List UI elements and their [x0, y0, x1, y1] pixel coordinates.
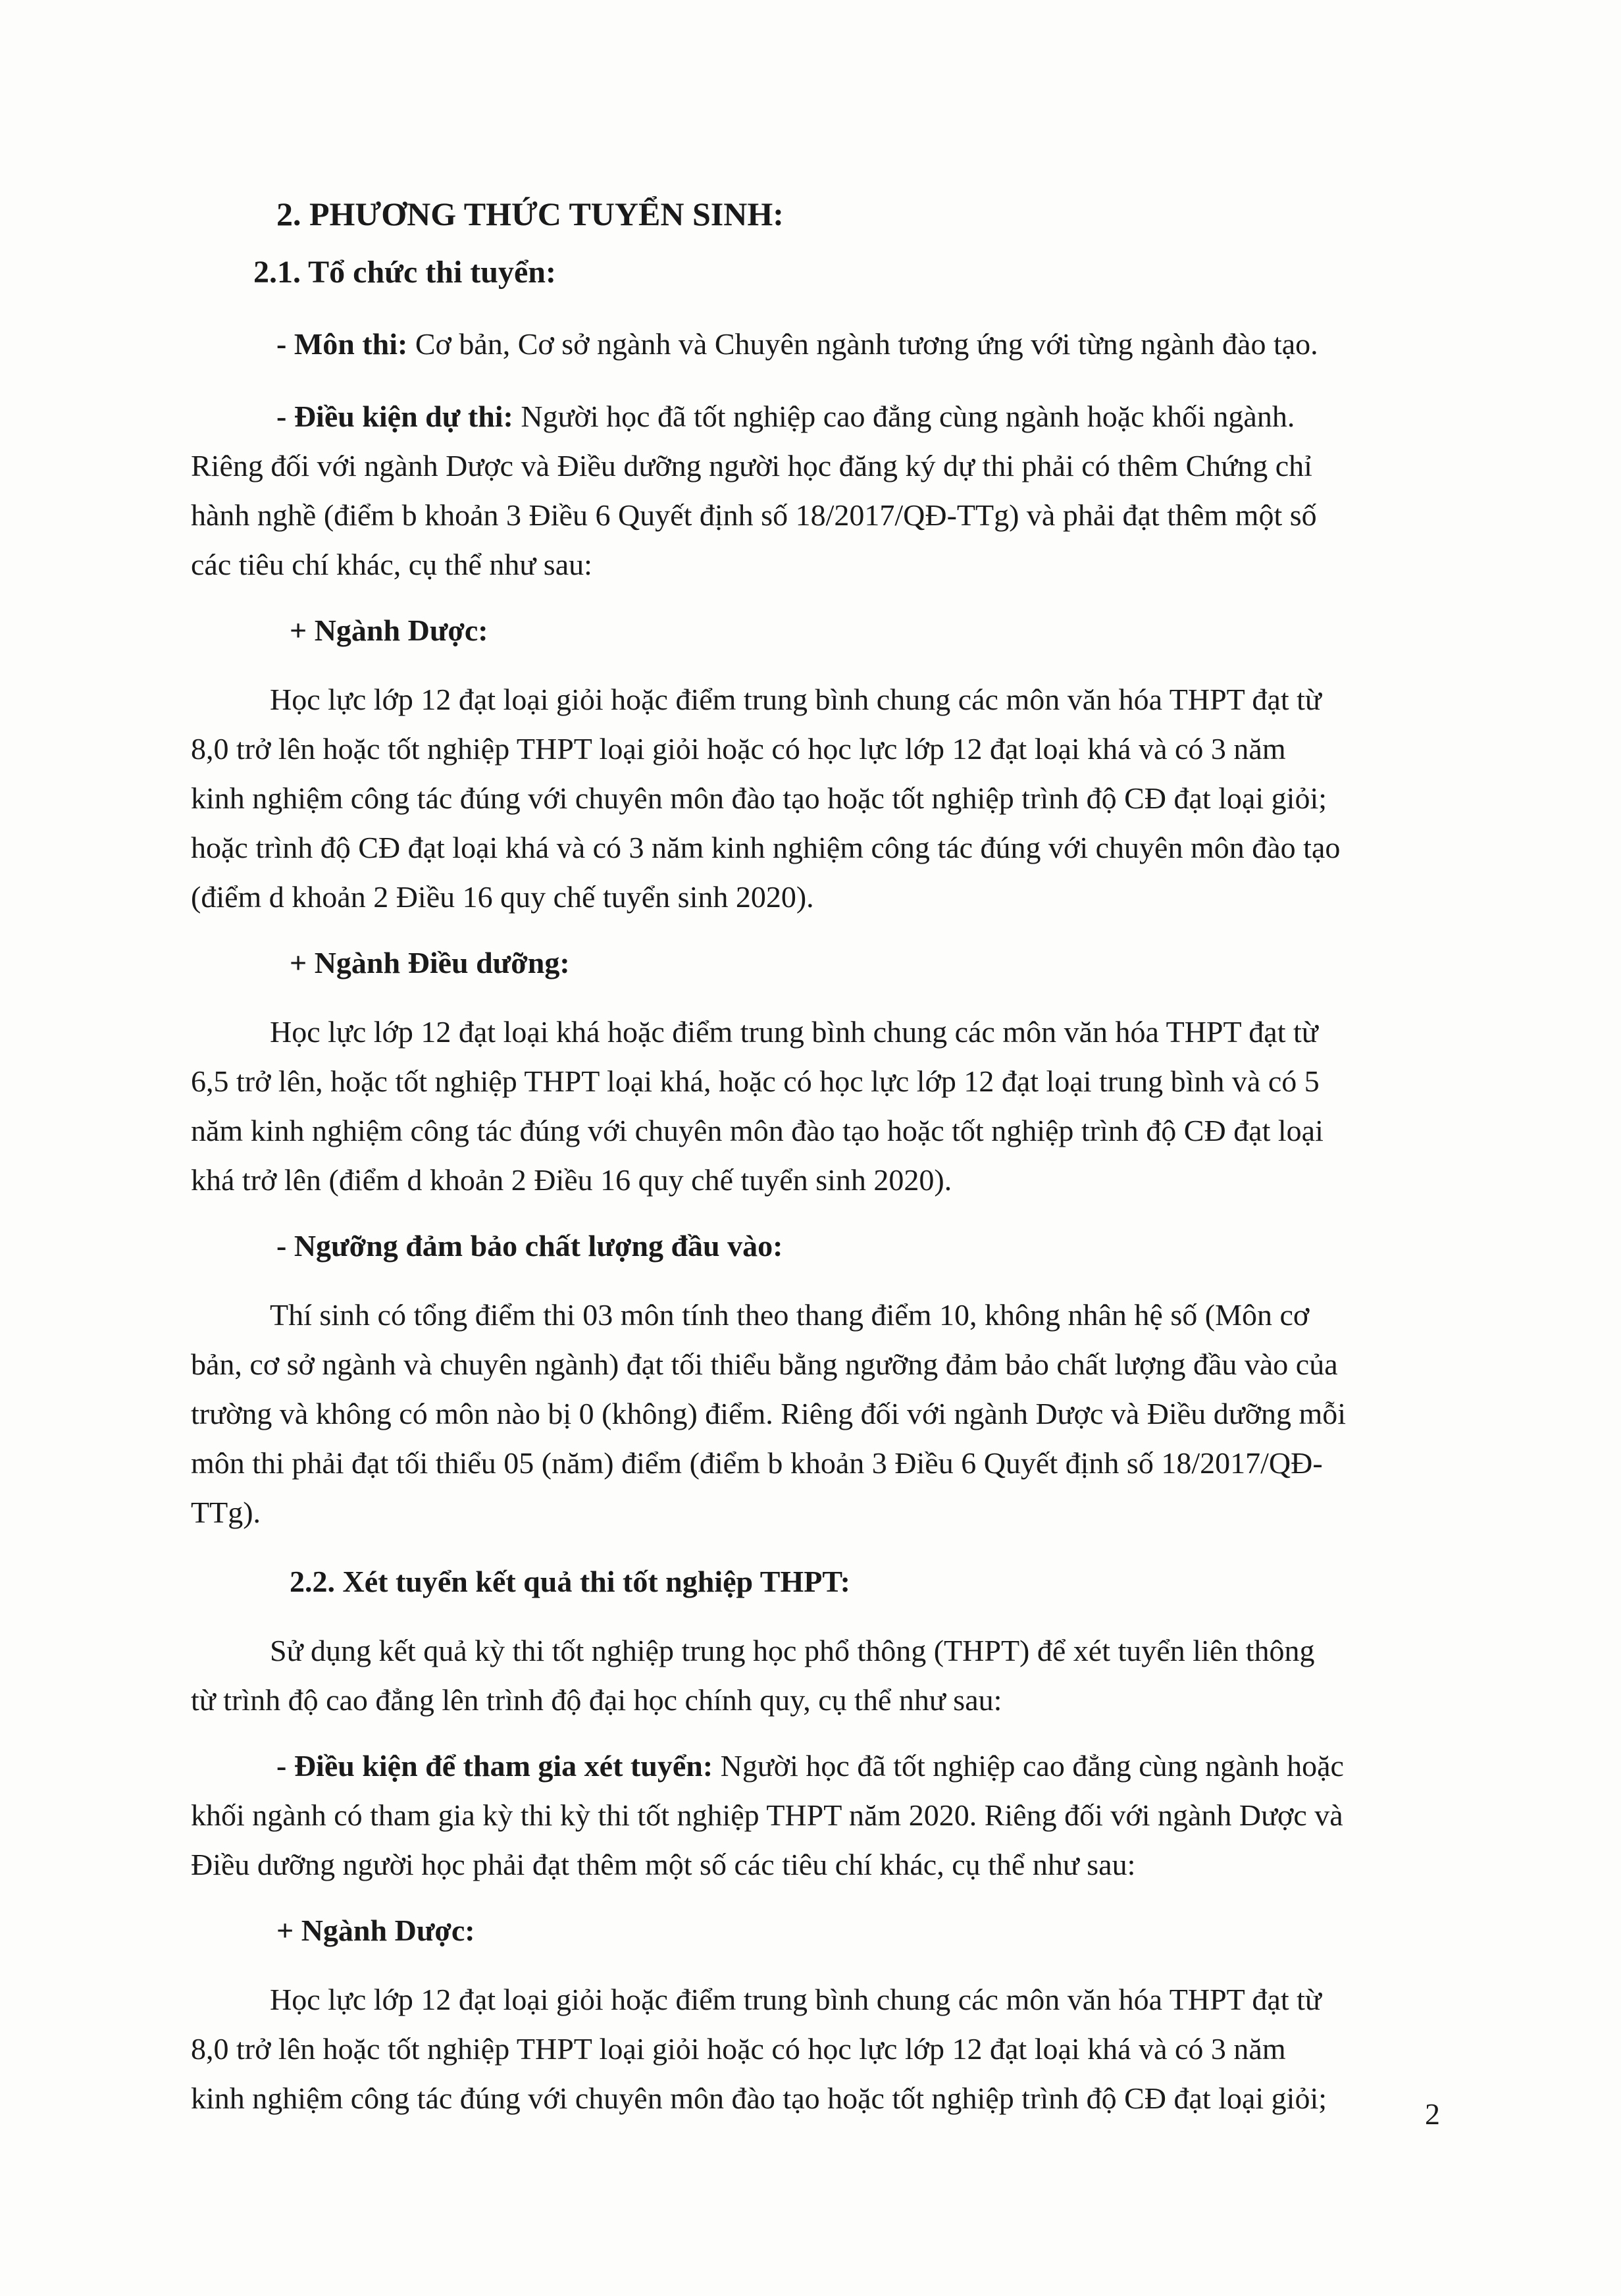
dieu-kien-line-2: Riêng đối với ngành Dược và Điều dưỡng người học đăng ký dự thi phải có thêm Chứng chỉ — [191, 449, 1312, 483]
section-title: 2. PHƯƠNG THỨC TUYỂN SINH: — [276, 196, 784, 232]
s22-nganh-duoc-line-1: Học lực lớp 12 đạt loại giỏi hoặc điểm trung bình chung các môn văn hóa THPT đạt từ — [270, 1983, 1322, 2016]
nganh-dieu-duong-line-2: 6,5 trở lên, hoặc tốt nghiệp THPT loại khá, hoặc có học lực lớp 12 đạt loại trung bình và có 5 — [191, 1064, 1320, 1098]
s22-intro-line-1: Sử dụng kết quả kỳ thi tốt nghiệp trung học phổ thông (THPT) để xét tuyển liên thông — [270, 1634, 1315, 1667]
s22-dieu-kien-text-1: Người học đã tốt nghiệp cao đẳng cùng ngành hoặc — [713, 1749, 1344, 1783]
mon-thi-label: - Môn thi: — [276, 327, 408, 361]
dieu-kien-text-1: Người học đã tốt nghiệp cao đẳng cùng ngành hoặc khối ngành. — [513, 400, 1295, 433]
nganh-duoc-line-5: (điểm d khoản 2 Điều 16 quy chế tuyển sinh 2020). — [191, 880, 814, 914]
nganh-duoc-line-1: Học lực lớp 12 đạt loại giỏi hoặc điểm trung bình chung các môn văn hóa THPT đạt từ — [270, 683, 1322, 716]
nguong-line-2: bản, cơ sở ngành và chuyên ngành) đạt tối thiểu bằng ngưỡng đảm bảo chất lượng đầu vào của — [191, 1347, 1338, 1381]
dieu-kien-line-3: hành nghề (điểm b khoản 3 Điều 6 Quyết định số 18/2017/QĐ-TTg) và phải đạt thêm một số — [191, 498, 1317, 532]
page-number: 2 — [1425, 2097, 1440, 2131]
s22-dieu-kien-line-3: Điều dưỡng người học phải đạt thêm một số các tiêu chí khác, cụ thể như sau: — [191, 1848, 1136, 1881]
s22-nganh-duoc-line-2: 8,0 trở lên hoặc tốt nghiệp THPT loại giỏi hoặc có học lực lớp 12 đạt loại khá và có 3 năm — [191, 2032, 1286, 2066]
nguong-line-3: trường và không có môn nào bị 0 (không) điểm. Riêng đối với ngành Dược và Điều dưỡng mỗi — [191, 1397, 1347, 1430]
s22-nganh-duoc-label: + Ngành Dược: — [276, 1914, 475, 1947]
nguong-label: - Ngưỡng đảm bảo chất lượng đầu vào: — [276, 1229, 783, 1263]
nganh-duoc-line-2: 8,0 trở lên hoặc tốt nghiệp THPT loại giỏi hoặc có học lực lớp 12 đạt loại khá và có 3 năm — [191, 732, 1286, 766]
s22-intro-line-2: từ trình độ cao đẳng lên trình độ đại học chính quy, cụ thể như sau: — [191, 1683, 1002, 1717]
dieu-kien-line-1 — [191, 402, 1504, 451]
nganh-dieu-duong-line-3: năm kinh nghiệm công tác đúng với chuyên môn đào tạo hoặc tốt nghiệp trình độ CĐ đạt loại — [191, 1114, 1324, 1147]
s22-dieu-kien-line-1 — [191, 1751, 1504, 1800]
subsection-2-1-title: 2.1. Tổ chức thi tuyển: — [253, 255, 556, 290]
mon-thi-paragraph — [191, 329, 1504, 402]
subsection-2-2-title: 2.2. Xét tuyển kết quả thi tốt nghiệp THPT: — [290, 1565, 850, 1598]
nganh-dieu-duong-line-4: khá trở lên (điểm d khoản 2 Điều 16 quy chế tuyển sinh 2020). — [191, 1163, 952, 1197]
nguong-line-5: TTg). — [191, 1496, 261, 1529]
s22-nganh-duoc-line-3: kinh nghiệm công tác đúng với chuyên môn đào tạo hoặc tốt nghiệp trình độ CĐ đạt loại giỏi; — [191, 2081, 1327, 2115]
s22-dieu-kien-line-2: khối ngành có tham gia kỳ thi kỳ thi tốt nghiệp THPT năm 2020. Riêng đối với ngành Dược và — [191, 1798, 1343, 1832]
s22-dieu-kien-label: - Điều kiện để tham gia xét tuyển: — [276, 1749, 713, 1783]
nganh-duoc-line-3: kinh nghiệm công tác đúng với chuyên môn đào tạo hoặc tốt nghiệp trình độ CĐ đạt loại giỏi; — [191, 781, 1327, 815]
mon-thi-text: Cơ bản, Cơ sở ngành và Chuyên ngành tương ứng với từng ngành đào tạo. — [407, 327, 1318, 361]
nganh-duoc-label: + Ngành Dược: — [290, 613, 488, 647]
nganh-dieu-duong-label: + Ngành Điều dưỡng: — [290, 946, 570, 979]
nganh-duoc-line-4: hoặc trình độ CĐ đạt loại khá và có 3 năm kinh nghiệm công tác đúng với chuyên môn đào tạo — [191, 831, 1341, 864]
nguong-line-1: Thí sinh có tổng điểm thi 03 môn tính theo thang điểm 10, không nhân hệ số (Môn cơ — [270, 1298, 1310, 1332]
nguong-line-4: môn thi phải đạt tối thiểu 05 (năm) điểm (điểm b khoản 3 Điều 6 Quyết định số 18/2017/QĐ- — [191, 1446, 1323, 1480]
document-body — [191, 197, 1504, 2133]
dieu-kien-line-4: các tiêu chí khác, cụ thể như sau: — [191, 548, 592, 581]
nganh-dieu-duong-line-1: Học lực lớp 12 đạt loại khá hoặc điểm trung bình chung các môn văn hóa THPT đạt từ — [270, 1015, 1318, 1049]
dieu-kien-label: - Điều kiện dự thi: — [276, 400, 513, 433]
